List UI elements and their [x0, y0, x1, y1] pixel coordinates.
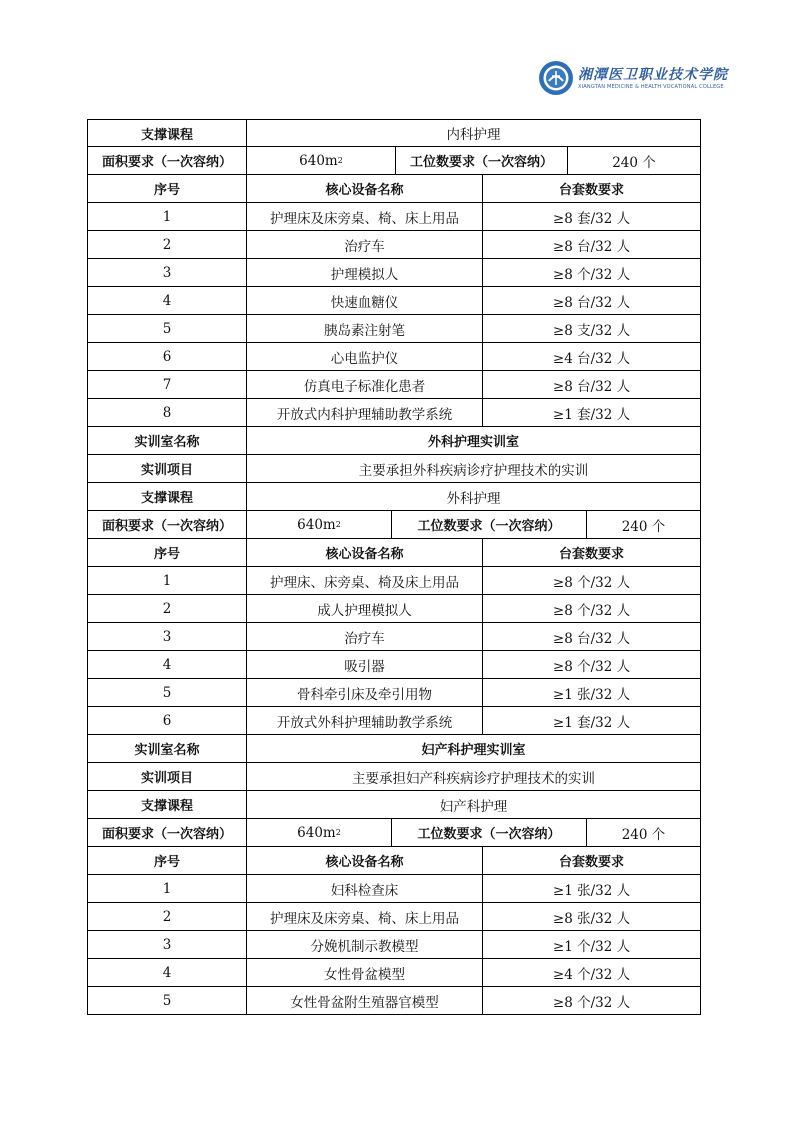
quantity-cell: ≥8 台/32 人 — [482, 623, 700, 650]
support-course-value: 妇产科护理 — [246, 791, 700, 818]
equipment-name-cell: 开放式内科护理辅助教学系统 — [246, 399, 482, 426]
room-name-label: 实训室名称 — [134, 743, 200, 758]
training-project-label: 实训项目 — [140, 463, 193, 478]
seq-cell: 7 — [162, 376, 172, 393]
area-value: 640m 2 — [246, 819, 391, 846]
seq-cell: 3 — [162, 936, 172, 953]
station-value: 240 个 — [567, 147, 700, 174]
seq-header: 序号 — [153, 547, 180, 562]
equipment-name-cell: 妇科检查床 — [246, 875, 482, 902]
quantity-cell: ≥8 个/32 人 — [482, 259, 700, 286]
seq-cell: 4 — [162, 292, 172, 309]
equipment-name-cell: 女性骨盆附生殖器官模型 — [246, 987, 482, 1014]
quantity-header: 台套数要求 — [482, 175, 700, 202]
seq-cell: 8 — [162, 404, 172, 421]
quantity-cell: ≥4 台/32 人 — [482, 343, 700, 370]
seq-cell: 5 — [162, 684, 172, 701]
seq-cell: 3 — [162, 264, 172, 281]
training-project-row — [87, 455, 701, 483]
equipment-row — [87, 595, 701, 623]
equipment-name-cell: 治疗车 — [246, 231, 482, 258]
training-project-label: 实训项目 — [140, 771, 193, 786]
equipment-row — [87, 203, 701, 231]
seq-cell: 4 — [162, 656, 172, 673]
quantity-header: 台套数要求 — [482, 539, 700, 566]
seq-cell: 1 — [162, 880, 172, 897]
area-row — [87, 511, 701, 539]
equipment-name-cell: 护理床、床旁桌、椅及床上用品 — [246, 567, 482, 594]
equipment-row — [87, 287, 701, 315]
quantity-header: 台套数要求 — [482, 847, 700, 874]
college-name-cn: 湘潭医卫职业技术学院 — [578, 67, 728, 83]
seq-cell: 6 — [162, 712, 172, 729]
equipment-header-row — [87, 175, 701, 203]
area-label: 面积要求（一次容纳） — [101, 155, 232, 170]
equipment-header-row — [87, 539, 701, 567]
equipment-row — [87, 371, 701, 399]
equipment-header: 核心设备名称 — [246, 175, 482, 202]
seq-cell: 6 — [162, 348, 172, 365]
equipment-name-cell: 成人护理模拟人 — [246, 595, 482, 622]
equipment-row — [87, 903, 701, 931]
training-project-value: 主要承担外科疾病诊疗护理技术的实训 — [246, 455, 700, 482]
seq-cell: 2 — [162, 600, 172, 617]
quantity-cell: ≥1 张/32 人 — [482, 679, 700, 706]
seq-cell: 3 — [162, 628, 172, 645]
room-name-value: 外科护理实训室 — [246, 427, 700, 454]
equipment-header: 核心设备名称 — [246, 539, 482, 566]
quantity-cell: ≥8 个/32 人 — [482, 595, 700, 622]
seq-header: 序号 — [153, 855, 180, 870]
station-label: 工位数要求（一次容纳） — [395, 147, 567, 174]
college-logo — [538, 58, 728, 98]
support-course-value: 内科护理 — [246, 120, 700, 146]
equipment-row — [87, 651, 701, 679]
quantity-cell: ≥1 张/32 人 — [482, 875, 700, 902]
equipment-header: 核心设备名称 — [246, 847, 482, 874]
seq-cell: 1 — [162, 208, 172, 225]
equipment-row — [87, 315, 701, 343]
station-value: 240 个 — [586, 511, 700, 538]
equipment-name-cell: 仿真电子标准化患者 — [246, 371, 482, 398]
training-project-row — [87, 763, 701, 791]
equipment-row — [87, 231, 701, 259]
equipment-header-row — [87, 847, 701, 875]
area-label: 面积要求（一次容纳） — [101, 827, 232, 842]
station-value: 240 个 — [586, 819, 700, 846]
area-value: 640m 2 — [246, 147, 395, 174]
training-project-value: 主要承担妇产科疾病诊疗护理技术的实训 — [246, 763, 700, 790]
equipment-name-cell: 骨科牵引床及牵引用物 — [246, 679, 482, 706]
equipment-row — [87, 567, 701, 595]
area-label: 面积要求（一次容纳） — [101, 519, 232, 534]
quantity-cell: ≥8 台/32 人 — [482, 231, 700, 258]
section1-items — [87, 203, 701, 427]
equipment-name-cell: 治疗车 — [246, 623, 482, 650]
equipment-row — [87, 399, 701, 427]
equipment-row — [87, 343, 701, 371]
equipment-row — [87, 679, 701, 707]
equipment-name-cell: 胰岛素注射笔 — [246, 315, 482, 342]
seq-header: 序号 — [153, 183, 180, 198]
support-course-value: 外科护理 — [246, 483, 700, 510]
equipment-name-cell: 分娩机制示教模型 — [246, 931, 482, 958]
support-course-label: 支撑课程 — [140, 799, 193, 814]
station-label: 工位数要求（一次容纳） — [391, 819, 586, 846]
equipment-name-cell: 吸引器 — [246, 651, 482, 678]
quantity-cell: ≥8 张/32 人 — [482, 903, 700, 930]
quantity-cell: ≥8 台/32 人 — [482, 287, 700, 314]
equipment-name-cell: 护理模拟人 — [246, 259, 482, 286]
seq-cell: 5 — [162, 320, 172, 337]
equipment-row — [87, 707, 701, 735]
room-name-label: 实训室名称 — [134, 435, 200, 450]
support-course-row — [87, 791, 701, 819]
room-name-value: 妇产科护理实训室 — [246, 735, 700, 762]
training-room-table — [87, 119, 701, 1015]
equipment-row — [87, 987, 701, 1015]
seq-cell: 1 — [162, 572, 172, 589]
quantity-cell: ≥4 个/32 人 — [482, 959, 700, 986]
support-course-label: 支撑课程 — [140, 127, 193, 143]
area-value: 640m 2 — [246, 511, 391, 538]
area-row — [87, 819, 701, 847]
seq-cell: 5 — [162, 992, 172, 1009]
quantity-cell: ≥8 个/32 人 — [482, 651, 700, 678]
quantity-cell: ≥8 套/32 人 — [482, 203, 700, 230]
support-course-row — [87, 483, 701, 511]
room-name-row — [87, 735, 701, 763]
section3-items — [87, 875, 701, 1015]
equipment-row — [87, 259, 701, 287]
equipment-row — [87, 959, 701, 987]
equipment-name-cell: 护理床及床旁桌、椅、床上用品 — [246, 203, 482, 230]
quantity-cell: ≥8 台/32 人 — [482, 371, 700, 398]
equipment-name-cell: 护理床及床旁桌、椅、床上用品 — [246, 903, 482, 930]
quantity-cell: ≥8 个/32 人 — [482, 987, 700, 1014]
equipment-row — [87, 931, 701, 959]
section2-items — [87, 567, 701, 735]
quantity-cell: ≥1 个/32 人 — [482, 931, 700, 958]
support-course-label: 支撑课程 — [140, 491, 193, 506]
college-name-en: XIANGTAN MEDICINE & HEALTH VOCATIONAL COLLEGE — [578, 84, 724, 90]
quantity-cell: ≥8 支/32 人 — [482, 315, 700, 342]
seq-cell: 2 — [162, 236, 172, 253]
equipment-name-cell: 女性骨盆模型 — [246, 959, 482, 986]
quantity-cell: ≥1 套/32 人 — [482, 707, 700, 734]
station-label: 工位数要求（一次容纳） — [391, 511, 586, 538]
equipment-name-cell: 快速血糖仪 — [246, 287, 482, 314]
quantity-cell: ≥8 个/32 人 — [482, 567, 700, 594]
equipment-name-cell: 开放式外科护理辅助教学系统 — [246, 707, 482, 734]
seq-cell: 4 — [162, 964, 172, 981]
equipment-row — [87, 875, 701, 903]
area-row — [87, 147, 701, 175]
equipment-name-cell: 心电监护仪 — [246, 343, 482, 370]
college-emblem-icon — [538, 60, 574, 96]
room-name-row — [87, 427, 701, 455]
equipment-row — [87, 623, 701, 651]
support-course-row — [87, 119, 701, 147]
seq-cell: 2 — [162, 908, 172, 925]
quantity-cell: ≥1 套/32 人 — [482, 399, 700, 426]
